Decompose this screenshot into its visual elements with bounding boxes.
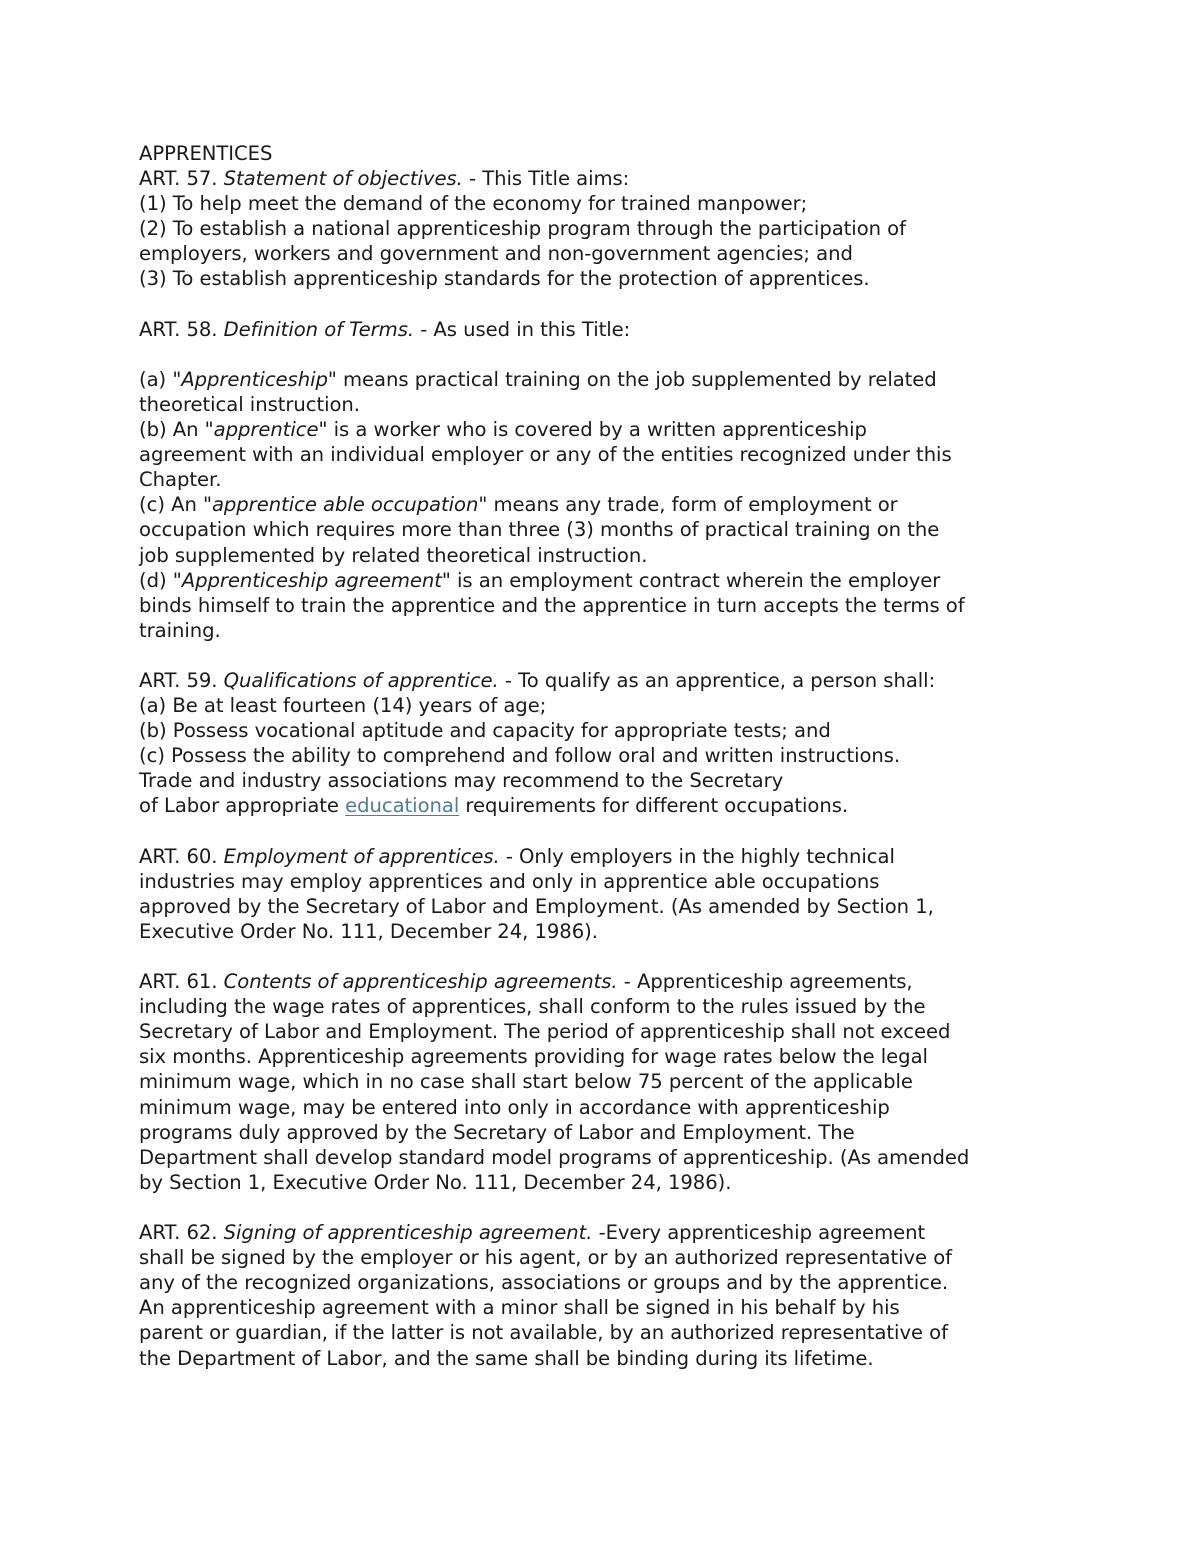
art60-lead: - Only employers in the highly technical: [499, 844, 895, 868]
paragraph-gap: [139, 342, 1100, 367]
educational-link[interactable]: educational: [345, 794, 460, 818]
art59-item: (b) Possess vocational aptitude and capacity for appropriate tests; and: [139, 719, 831, 743]
paragraph-gap: [139, 819, 1100, 844]
art58-def-d: [139, 568, 1100, 593]
def-prefix: (b) An ": [139, 418, 214, 442]
art57-item: (1) To help meet the demand of the economy for trained manpower;: [139, 192, 808, 216]
art62-lead: -Every apprenticeship agreement: [592, 1221, 926, 1245]
art57-title-line: [139, 166, 1100, 191]
heading: APPRENTICES: [139, 142, 273, 165]
def-text: " is a worker who is covered by a written apprenticeship: [318, 418, 867, 442]
def-text: " means practical training on the job supplemented by related: [327, 367, 937, 391]
art61-number: ART. 61.: [139, 970, 224, 994]
art61-lead: - Apprenticeship agreements,: [617, 970, 913, 994]
art58-def-a-line: theoretical instruction.: [139, 392, 360, 416]
art62-line: parent or guardian, if the latter is not available, by an authorized representative of: [139, 1321, 948, 1345]
art59-title: Qualifications of apprentice.: [223, 668, 499, 692]
art58-title-line: [139, 317, 1100, 342]
paragraph-gap: [139, 944, 1100, 969]
art59-last-pre: of Labor appropriate: [139, 794, 346, 818]
art59-title-line: [139, 668, 1100, 693]
art58-def-c-line: job supplemented by related theoretical instruction.: [139, 543, 648, 567]
art60-line: Executive Order No. 111, December 24, 1986).: [139, 919, 598, 943]
def-prefix: (c) An ": [139, 493, 212, 517]
art59-last-line: [139, 793, 1100, 818]
art61-title: Contents of apprenticeship agreements.: [223, 970, 618, 994]
art59-last-post: requirements for different occupations.: [459, 794, 849, 818]
art58-def-d-line: binds himself to train the apprentice and the apprentice in turn accepts the terms of: [139, 593, 965, 617]
art61-line: six months. Apprenticeship agreements providing for wage rates below the legal: [139, 1045, 928, 1069]
art57-title: Statement of objectives.: [223, 167, 463, 191]
art57-lead: - This Title aims:: [462, 167, 630, 191]
art62-number: ART. 62.: [139, 1221, 224, 1245]
art61-line: including the wage rates of apprentices, shall conform to the rules issued by the: [139, 995, 926, 1019]
art62-title-line: [139, 1220, 1100, 1245]
art59-item: (a) Be at least fourteen (14) years of age;: [139, 694, 547, 718]
def-term: Apprenticeship agreement: [181, 568, 442, 592]
art58-def-c-line: occupation which requires more than three (3) months of practical training on the: [139, 518, 940, 542]
def-term: Apprenticeship: [181, 367, 328, 391]
art60-line: industries may employ apprentices and only in apprentice able occupations: [139, 869, 880, 893]
art59-item: (c) Possess the ability to comprehend and follow oral and written instructions.: [139, 744, 901, 768]
art61-line: minimum wage, may be entered into only in accordance with apprenticeship: [139, 1095, 890, 1119]
art58-number: ART. 58.: [139, 317, 224, 341]
def-prefix: (d) ": [139, 568, 182, 592]
art58-def-b-line: Chapter.: [139, 468, 222, 492]
paragraph-gap: [139, 643, 1100, 668]
art62-line: An apprenticeship agreement with a minor shall be signed in his behalf by his: [139, 1296, 900, 1320]
art57-item: (3) To establish apprenticeship standards for the protection of apprentices.: [139, 267, 870, 291]
art58-def-c: [139, 492, 1100, 517]
art61-line: Secretary of Labor and Employment. The period of apprenticeship shall not exceed: [139, 1020, 951, 1044]
art57-number: ART. 57.: [139, 167, 224, 191]
def-text: " is an employment contract wherein the employer: [441, 568, 941, 592]
art58-def-b: [139, 417, 1100, 442]
def-term: apprentice: [213, 418, 319, 442]
art61-line: Department shall develop standard model programs of apprenticeship. (As amended: [139, 1145, 970, 1169]
art57-item: (2) To establish a national apprenticeship program through the participation of: [139, 217, 906, 241]
paragraph-gap: [139, 1195, 1100, 1220]
art61-line: minimum wage, which in no case shall start below 75 percent of the applicable: [139, 1070, 913, 1094]
art58-title: Definition of Terms.: [223, 317, 415, 341]
art59-item: Trade and industry associations may recommend to the Secretary: [139, 769, 784, 793]
art59-number: ART. 59.: [139, 668, 224, 692]
art60-number: ART. 60.: [139, 844, 224, 868]
art60-title: Employment of apprentices.: [223, 844, 500, 868]
art60-line: approved by the Secretary of Labor and Employment. (As amended by Section 1,: [139, 894, 934, 918]
art61-line: programs duly approved by the Secretary of Labor and Employment. The: [139, 1120, 855, 1144]
art59-lead: - To qualify as an apprentice, a person shall:: [498, 668, 936, 692]
art62-line: the Department of Labor, and the same shall be binding during its lifetime.: [139, 1346, 874, 1370]
def-text: " means any trade, form of employment or: [478, 493, 898, 517]
art58-def-b-line: agreement with an individual employer or any of the entities recognized under this: [139, 443, 952, 467]
art62-line: any of the recognized organizations, associations or groups and by the apprentice.: [139, 1271, 949, 1295]
def-term: apprentice able occupation: [211, 493, 479, 517]
art58-def-a: [139, 367, 1100, 392]
art58-lead: - As used in this Title:: [414, 317, 631, 341]
art60-title-line: [139, 844, 1100, 869]
art57-item: employers, workers and government and non-government agencies; and: [139, 242, 853, 266]
art62-title: Signing of apprenticeship agreement.: [223, 1221, 593, 1245]
def-prefix: (a) ": [139, 367, 182, 391]
art58-def-d-line: training.: [139, 618, 221, 642]
art61-title-line: [139, 969, 1100, 994]
paragraph-gap: [139, 292, 1100, 317]
art62-line: shall be signed by the employer or his agent, or by an authorized representative of: [139, 1246, 953, 1270]
art61-line: by Section 1, Executive Order No. 111, December 24, 1986).: [139, 1170, 732, 1194]
